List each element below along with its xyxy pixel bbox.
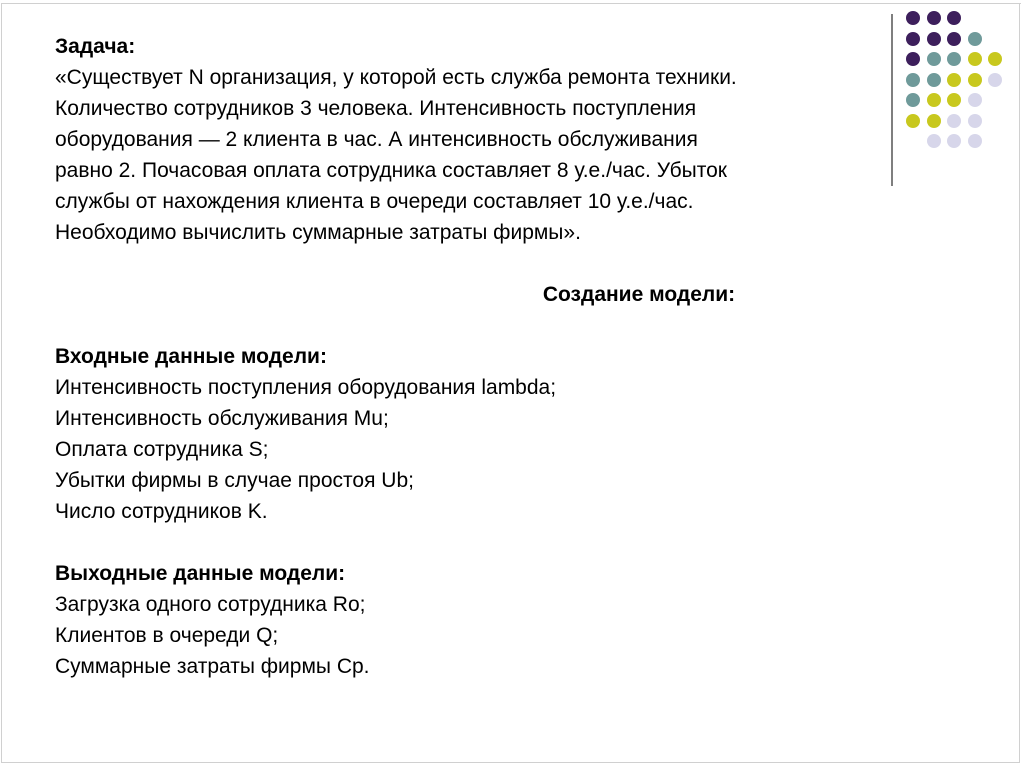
decor-dot [927, 134, 941, 148]
slide-content [55, 31, 895, 682]
decor-dot [968, 73, 982, 87]
decor-dot [906, 114, 920, 128]
input-item: Число сотрудников K. [55, 500, 268, 523]
decor-dot [968, 114, 982, 128]
decor-dot [906, 73, 920, 87]
input-item: Убытки фирмы в случае простоя Ub; [55, 469, 414, 492]
decor-dot [947, 73, 961, 87]
decor-dot [968, 52, 982, 66]
decor-dot [947, 32, 961, 46]
inputs-heading: Входные данные модели: [55, 345, 327, 368]
task-line: «Существует N организация, у которой есть служба ремонта техники. [55, 66, 737, 89]
decor-dot-grid [906, 11, 1016, 161]
decor-dot [906, 32, 920, 46]
decor-dot [927, 73, 941, 87]
decor-dot [927, 11, 941, 25]
output-item: Клиентов в очереди Q; [55, 624, 279, 647]
task-line: Количество сотрудников 3 человека. Интенсивность поступления [55, 97, 697, 120]
decor-dot [988, 52, 1002, 66]
decor-dot [927, 93, 941, 107]
slide-border-right [1019, 3, 1020, 763]
input-item: Интенсивность обслуживания Mu; [55, 407, 389, 430]
output-item: Суммарные затраты фирмы Cp. [55, 655, 370, 678]
task-line: Необходимо вычислить суммарные затраты фирмы». [55, 221, 581, 244]
decor-dot [968, 32, 982, 46]
output-item: Загрузка одного сотрудника Ro; [55, 593, 366, 616]
decor-dot [906, 52, 920, 66]
decor-dot [947, 11, 961, 25]
decor-dot [988, 73, 1002, 87]
input-item: Оплата сотрудника S; [55, 438, 269, 461]
decor-dot [947, 93, 961, 107]
task-heading: Задача: [55, 35, 136, 58]
decor-dot [968, 93, 982, 107]
decor-dot [906, 11, 920, 25]
decor-dot [927, 32, 941, 46]
decor-dot [927, 114, 941, 128]
decor-dot [947, 134, 961, 148]
decor-dot [927, 52, 941, 66]
slide-border-top [1, 3, 1021, 4]
decor-dot [968, 134, 982, 148]
slide-border-left [1, 3, 2, 763]
task-line: равно 2. Почасовая оплата сотрудника составляет 8 у.е./час. Убыток [55, 159, 727, 182]
outputs-heading: Выходные данные модели: [55, 562, 346, 585]
model-heading: Создание модели: [542, 283, 736, 306]
task-line: службы от нахождения клиента в очереди составляет 10 у.е./час. [55, 190, 694, 213]
input-item: Интенсивность поступления оборудования lambda; [55, 376, 557, 399]
decor-dot [947, 52, 961, 66]
decor-dot [947, 114, 961, 128]
slide-border-bottom [1, 762, 1020, 763]
task-line: оборудования — 2 клиента в час. А интенсивность обслуживания [55, 128, 698, 151]
decor-dot [906, 93, 920, 107]
